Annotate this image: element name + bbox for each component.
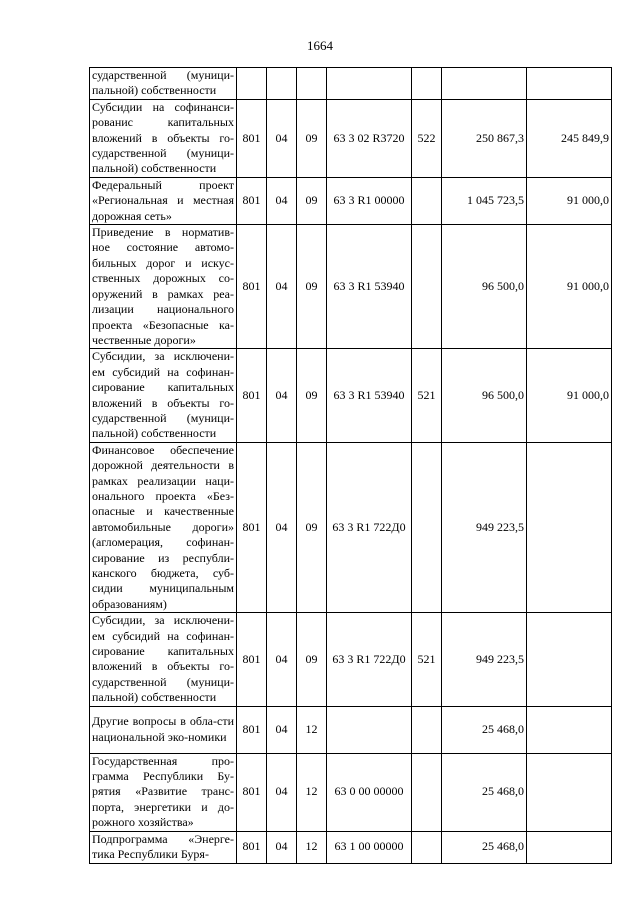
table-row — [90, 225, 612, 349]
row-sum-1: 96 500,0 — [442, 225, 527, 349]
row-grbs: 801 — [237, 442, 267, 612]
row-name: Субсидии, за исключени-ем субсидий на софинан-сирование капитальных вложений в объекты го-сударственной (муници-пальной) собственности — [90, 349, 237, 442]
row-subsection: 09 — [297, 349, 327, 442]
table-row — [90, 753, 612, 831]
row-subsection: 09 — [297, 225, 327, 349]
row-target — [327, 706, 412, 753]
row-target: 63 1 00 00000 — [327, 831, 412, 863]
row-grbs: 801 — [237, 177, 267, 224]
row-sum-2 — [527, 753, 612, 831]
row-sum-1 — [442, 68, 527, 100]
row-sum-2: 91 000,0 — [527, 177, 612, 224]
row-grbs: 801 — [237, 613, 267, 706]
row-sum-2 — [527, 68, 612, 100]
row-vr: 521 — [412, 613, 442, 706]
row-subsection: 12 — [297, 831, 327, 863]
row-name: Государственная про-грамма Республики Бу-рятия «Развитие транс-порта, энергетики и до-рожного хозяйства» — [90, 753, 237, 831]
table-row — [90, 442, 612, 612]
row-section — [267, 68, 297, 100]
row-vr — [412, 225, 442, 349]
row-name: Подпрограмма «Энерге-тика Республики Буря- — [90, 831, 237, 863]
row-vr: 521 — [412, 349, 442, 442]
row-target: 63 3 R1 00000 — [327, 177, 412, 224]
table-row — [90, 99, 612, 177]
row-section: 04 — [267, 349, 297, 442]
budget-table — [89, 67, 612, 864]
row-target: 63 3 R1 722Д0 — [327, 442, 412, 612]
row-grbs: 801 — [237, 831, 267, 863]
row-vr — [412, 177, 442, 224]
row-name: Субсидии на софинанси-рованис капитальных вложений в объекты го-сударственной (муници-пальной) собственности — [90, 99, 237, 177]
row-grbs: 801 — [237, 225, 267, 349]
budget-table-body — [90, 68, 612, 864]
table-row — [90, 177, 612, 224]
row-target: 63 3 R1 53940 — [327, 225, 412, 349]
row-vr — [412, 753, 442, 831]
row-subsection: 12 — [297, 753, 327, 831]
row-name: Другие вопросы в обла-сти национальной эко-номики — [90, 706, 237, 753]
row-grbs — [237, 68, 267, 100]
row-section: 04 — [267, 831, 297, 863]
row-subsection: 09 — [297, 442, 327, 612]
row-vr — [412, 831, 442, 863]
row-name: сударственной (муници-пальной) собственности — [90, 68, 237, 100]
row-target: 63 0 00 00000 — [327, 753, 412, 831]
row-vr — [412, 706, 442, 753]
row-target: 63 3 R1 722Д0 — [327, 613, 412, 706]
row-vr — [412, 442, 442, 612]
row-grbs: 801 — [237, 753, 267, 831]
table-row — [90, 349, 612, 442]
row-section: 04 — [267, 706, 297, 753]
row-name: Федеральный проект «Региональная и местная дорожная сеть» — [90, 177, 237, 224]
row-sum-2 — [527, 831, 612, 863]
row-name: Приведение в норматив-ное состояние автомо-бильных дорог и искус-ственных дорожных со-оружений в рамках реа-лизации национального проекта «Безопасные ка-чественные дороги» — [90, 225, 237, 349]
row-sum-1: 1 045 723,5 — [442, 177, 527, 224]
row-sum-1: 949 223,5 — [442, 442, 527, 612]
row-sum-2: 245 849,9 — [527, 99, 612, 177]
row-vr — [412, 68, 442, 100]
row-section: 04 — [267, 613, 297, 706]
row-grbs: 801 — [237, 99, 267, 177]
row-section: 04 — [267, 225, 297, 349]
row-subsection: 12 — [297, 706, 327, 753]
row-sum-2 — [527, 442, 612, 612]
row-name: Финансовое обеспечение дорожной деятельности в рамках реализации наци-онального проекта «Без-опасные и качественные автомобильные дороги» (агломерация, софинан-сирование из республи-канского бюджета, суб-сидии муниципальным образованиям) — [90, 442, 237, 612]
row-vr: 522 — [412, 99, 442, 177]
table-row — [90, 68, 612, 100]
table-row — [90, 706, 612, 753]
row-target — [327, 68, 412, 100]
row-sum-2: 91 000,0 — [527, 349, 612, 442]
row-sum-1: 25 468,0 — [442, 831, 527, 863]
row-section: 04 — [267, 442, 297, 612]
row-section: 04 — [267, 177, 297, 224]
row-target: 63 3 R1 53940 — [327, 349, 412, 442]
row-sum-1: 949 223,5 — [442, 613, 527, 706]
row-grbs: 801 — [237, 706, 267, 753]
row-subsection: 09 — [297, 99, 327, 177]
row-name: Субсидии, за исключени-ем субсидий на софинан-сирование капитальных вложений в объекты го-сударственной (муници-пальной) собственности — [90, 613, 237, 706]
row-sum-1: 96 500,0 — [442, 349, 527, 442]
row-grbs: 801 — [237, 349, 267, 442]
row-sum-1: 25 468,0 — [442, 753, 527, 831]
row-target: 63 3 02 R3720 — [327, 99, 412, 177]
row-section: 04 — [267, 753, 297, 831]
row-sum-2 — [527, 706, 612, 753]
row-sum-2 — [527, 613, 612, 706]
row-section: 04 — [267, 99, 297, 177]
table-row — [90, 831, 612, 863]
row-subsection — [297, 68, 327, 100]
table-row — [90, 613, 612, 706]
row-sum-2: 91 000,0 — [527, 225, 612, 349]
row-subsection: 09 — [297, 177, 327, 224]
row-sum-1: 250 867,3 — [442, 99, 527, 177]
page-number: 1664 — [307, 38, 333, 53]
row-sum-1: 25 468,0 — [442, 706, 527, 753]
row-subsection: 09 — [297, 613, 327, 706]
